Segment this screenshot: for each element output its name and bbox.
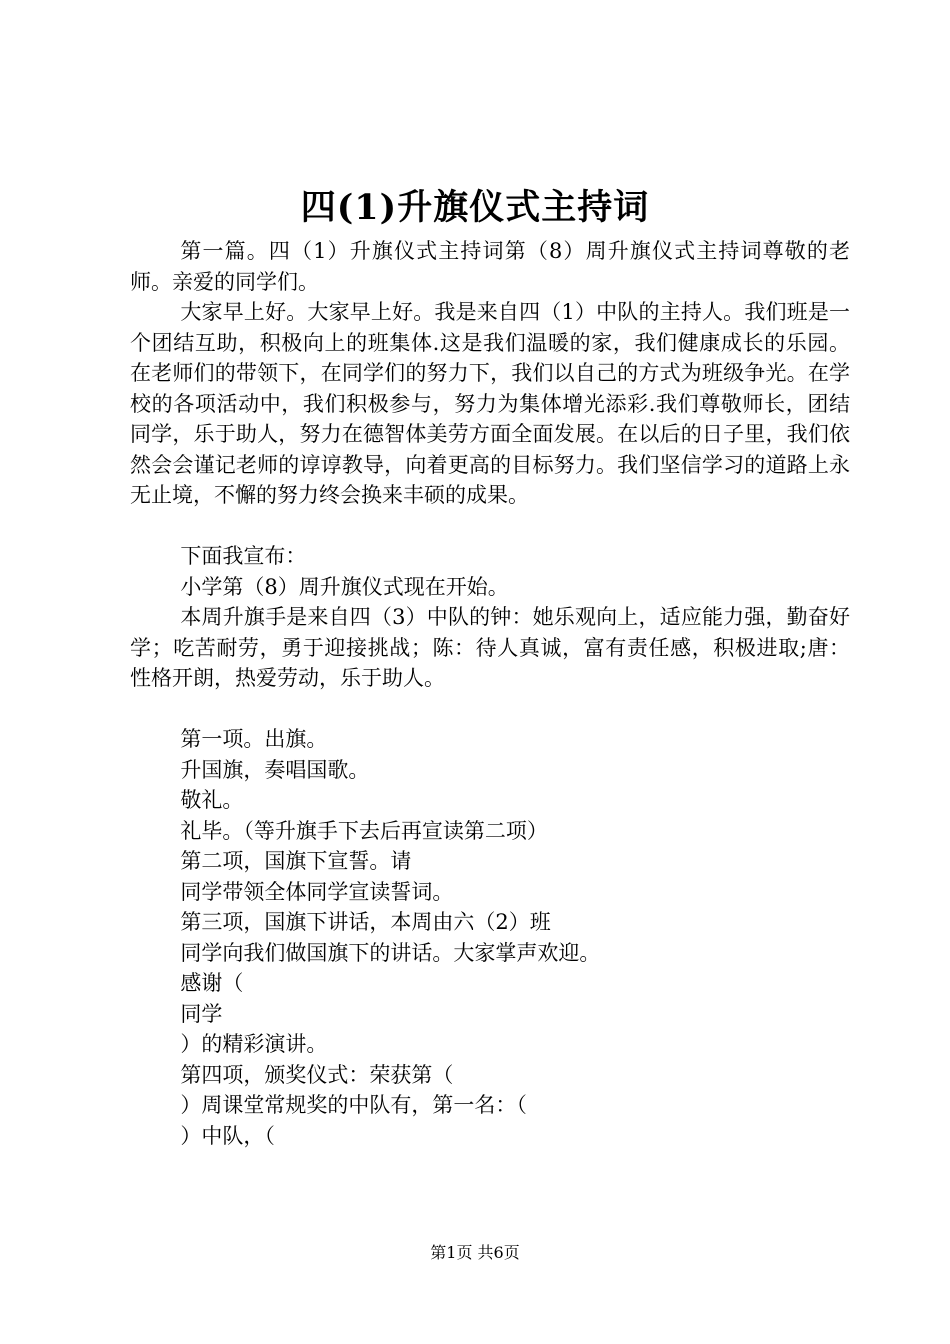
paragraph: 第一篇。四（1）升旗仪式主持词第（8）周升旗仪式主持词尊敬的老师。亲爱的同学们。	[130, 239, 850, 294]
paragraph: ）中队，（	[180, 1123, 275, 1148]
paragraph-gap	[130, 694, 850, 725]
paragraph: 下面我宣布：	[180, 544, 307, 568]
paragraph: ）周课堂常规奖的中队有，第一名：（	[180, 1093, 527, 1117]
paragraph-gap	[130, 511, 850, 542]
paragraph: 同学	[180, 1001, 223, 1026]
paragraph: 第一项。出旗。	[180, 727, 328, 751]
paragraph: 第三项，国旗下讲话，本周由六（2）班	[180, 910, 551, 934]
paragraph: 同学向我们做国旗下的讲话。大家掌声欢迎。	[180, 940, 601, 965]
document-body	[130, 236, 850, 1151]
paragraph: 敬礼。	[180, 788, 244, 812]
paragraph: ）的精彩演讲。	[180, 1032, 328, 1056]
paragraph: 小学第（8）周升旗仪式现在开始。	[180, 574, 509, 599]
paragraph: 感谢（	[180, 971, 244, 995]
paragraph: 第二项，国旗下宣誓。请	[180, 849, 412, 873]
paragraph: 本周升旗手是来自四（3）中队的钟：她乐观向上，适应能力强，勤奋好学；吃苦耐劳，勇于迎接挑战；陈：待人真诚，富有责任感，积极进取;唐：性格开朗，热爱劳动，乐于助人。	[130, 605, 850, 690]
paragraph: 大家早上好。大家早上好。我是来自四（1）中队的主持人。我们班是一个团结互助，积极向上的班集体.这是我们温暖的家，我们健康成长的乐园。在老师们的带领下，在同学们的努力下，我们以自己的方式为班级争光。在学校的各项活动中，我们积极参与，努力为集体增光添彩.我们尊敬师长，团结同学，乐于助人，努力在德智体美劳方面全面发展。在以后的日子里，我们依然会会谨记老师的谆谆教导，向着更高的目标努力。我们坚信学习的道路上永无止境，不懈的努力终会换来丰硕的成果。	[130, 300, 850, 507]
paragraph: 同学带领全体同学宣读誓词。	[180, 879, 454, 904]
paragraph: 升国旗，奏唱国歌。	[180, 757, 370, 782]
paragraph: 第四项，颁奖仪式：荣获第（	[180, 1062, 454, 1087]
paragraph: 礼毕。（等升旗手下去后再宣读第二项）	[180, 818, 548, 843]
page-number: 第1页 共6页	[430, 1243, 520, 1262]
document-title: 四(1)升旗仪式主持词	[300, 187, 650, 228]
